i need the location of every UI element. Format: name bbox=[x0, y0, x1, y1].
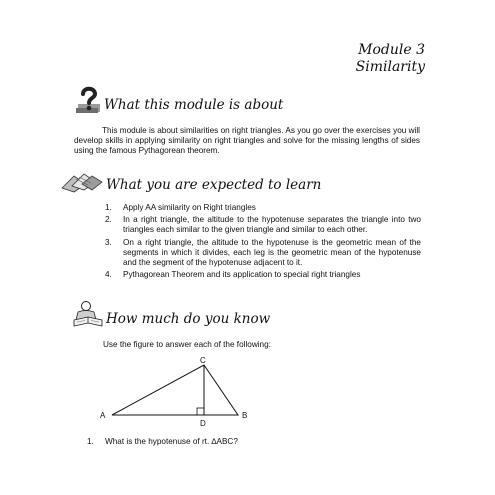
student-reading-icon bbox=[72, 300, 104, 328]
list-item: 2. In a right triangle, the altitude to the hypotenuse separates the triangle into two triangles each similar to the given triangle and similar to each other. bbox=[105, 215, 421, 235]
list-item: 4. Pythagorean Theorem and its application to special right triangles bbox=[105, 270, 361, 280]
learning-objectives-list bbox=[105, 203, 421, 282]
vertex-label-c: C bbox=[200, 356, 206, 365]
section-know-heading: How much do you know bbox=[106, 311, 271, 327]
list-item: 3. On a right triangle, the altitude to the hypotenuse is the geometric mean of the segments in which it divides, each leg is the geometric mean of the hypotenuse and the segment of the hypotenuse adjacent to it. bbox=[105, 237, 421, 268]
books-icon bbox=[60, 170, 104, 194]
triangle-figure bbox=[95, 355, 265, 431]
section-know-header bbox=[72, 300, 270, 328]
triangle-abc bbox=[112, 365, 238, 415]
question-mark-icon bbox=[74, 84, 102, 114]
right-angle-marker bbox=[197, 408, 204, 415]
about-paragraph-text: This module is about similarities on right triangles. As you go over the exercises you will develop skills in applying similarity on right triangles and solve for the missing lengths of sides using the famous Pythagorean theorem. bbox=[74, 126, 420, 156]
figure-instruction: Use the figure to answer each of the following: bbox=[103, 340, 271, 349]
module-subject: Similarity bbox=[355, 59, 425, 75]
module-number: Module 3 bbox=[358, 42, 425, 58]
section-expected-heading: What you are expected to learn bbox=[106, 177, 322, 193]
section-about-heading: What this module is about bbox=[104, 97, 284, 113]
vertex-label-a: A bbox=[100, 411, 106, 420]
question-text: What is the hypotenuse of rt. ∆ABC? bbox=[105, 437, 238, 446]
list-item: 1. Apply AA similarity on Right triangles bbox=[105, 203, 256, 212]
point-label-d: D bbox=[200, 419, 206, 428]
section-expected-header bbox=[60, 170, 321, 194]
module-title bbox=[356, 42, 425, 76]
about-paragraph bbox=[74, 126, 420, 157]
question-item: 1. What is the hypotenuse of rt. ∆ABC? bbox=[87, 437, 238, 446]
section-about-header bbox=[74, 84, 283, 114]
vertex-label-b: B bbox=[242, 411, 248, 420]
